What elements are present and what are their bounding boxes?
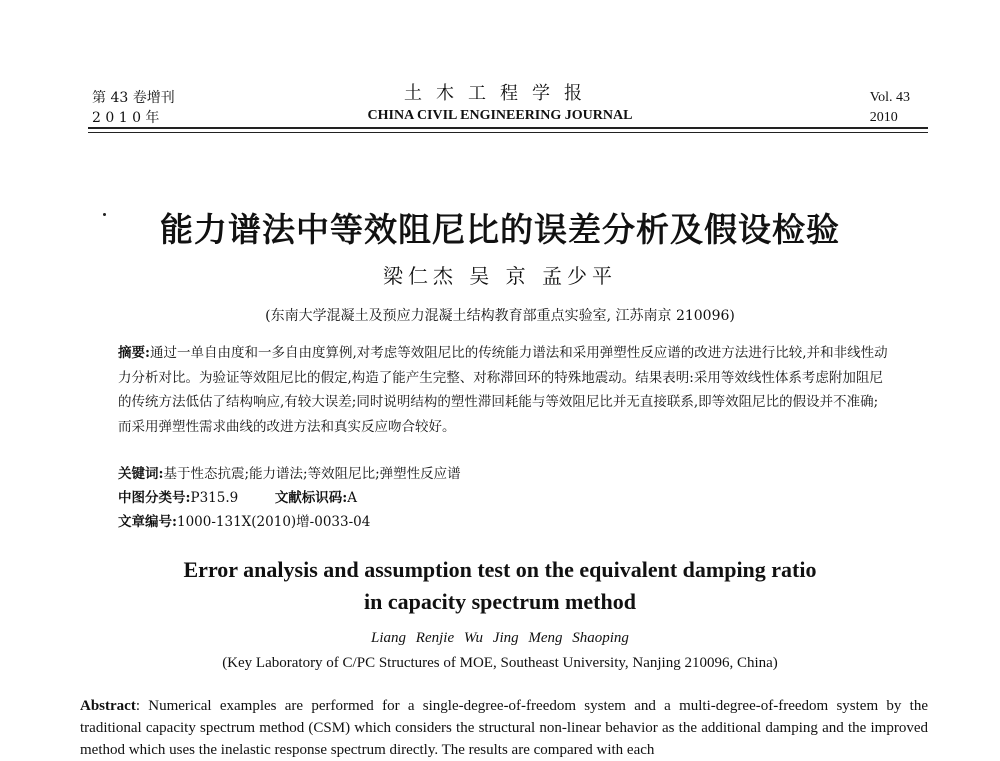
header-rule-thick: [88, 127, 928, 129]
affiliation-en: (Key Laboratory of C/PC Structures of MOE, Southeast University, Nanjing 210096, China): [222, 655, 778, 671]
doc-code-value: A: [347, 490, 358, 506]
volume-year: 2010: [869, 110, 898, 125]
affiliation-cn: (东南大学混凝土及预应力混凝土结构教育部重点实验室, 江苏南京 210096): [265, 308, 735, 324]
article-number: [118, 512, 370, 532]
journal-name-cn: 土木工程学报: [404, 83, 596, 104]
abstract-cn-label: 摘要:: [118, 345, 150, 361]
issue-year: 2 0 1 0 年: [92, 110, 160, 126]
paper-title-en-line1: Error analysis and assumption test on the equivalent damping ratio: [183, 557, 817, 582]
header-rule-thin: [88, 132, 928, 133]
abstract-cn: [118, 341, 890, 439]
volume-info: [870, 88, 910, 128]
volume-label: Vol. 43: [869, 90, 910, 105]
authors-cn: 梁仁杰 吴 京 孟少平: [382, 264, 618, 288]
classification: [118, 488, 357, 508]
abstract-en-text: : Numerical examples are performed for a single-degree-of-freedom system and a multi-degree-of-freedom system by the traditional capacity spectrum method (CSM) which considers the structural non-linear behavior as the additional damping and the improved method which uses the inelastic response spectrum directly. The results are compared with each: [80, 698, 928, 758]
authors-en: Liang Renjie Wu Jing Meng Shaoping: [371, 630, 629, 646]
journal-name-en: CHINA CIVIL ENGINEERING JOURNAL: [367, 108, 633, 123]
paper-title-en-line2: in capacity spectrum method: [364, 589, 636, 614]
paper-title-cn: 能力谱法中等效阻尼比的误差分析及假设检验: [160, 210, 840, 249]
abstract-en: [80, 695, 928, 761]
paper-title-en: [0, 554, 1000, 618]
keywords-text: 基于性态抗震;能力谱法;等效阻尼比;弹塑性反应谱: [163, 466, 461, 482]
clc-label: 中图分类号:: [118, 490, 191, 506]
abstract-cn-text: 通过一单自由度和一多自由度算例,对考虑等效阻尼比的传统能力谱法和采用弹塑性反应谱的改进方法进行比较,并和非线性动力分析对比。为验证等效阻尼比的假定,构造了能产生完整、对称滞回环的特殊地震动。结果表明:采用等效线性体系考虑附加阻尼的传统方法低估了结构响应,有较大误差;同时说明结构的塑性滞回耗能与等效阻尼比并无直接联系,即等效阻尼比的假设并不准确;而采用弹塑性需求曲线的改进方法和真实反应吻合较好。: [118, 345, 888, 435]
clc-value: P315.9: [190, 490, 239, 506]
doc-code-label: 文献标识码:: [274, 490, 348, 506]
abstract-en-label: Abstract: [80, 698, 136, 714]
keywords: [118, 464, 461, 484]
journal-name: [0, 82, 1000, 126]
article-number-value: 1000-131X(2010)增-0033-04: [176, 514, 371, 530]
keywords-label: 关键词:: [118, 466, 164, 482]
article-number-label: 文章编号:: [118, 514, 177, 530]
issue-label: 第 43 卷增刊: [92, 90, 175, 106]
